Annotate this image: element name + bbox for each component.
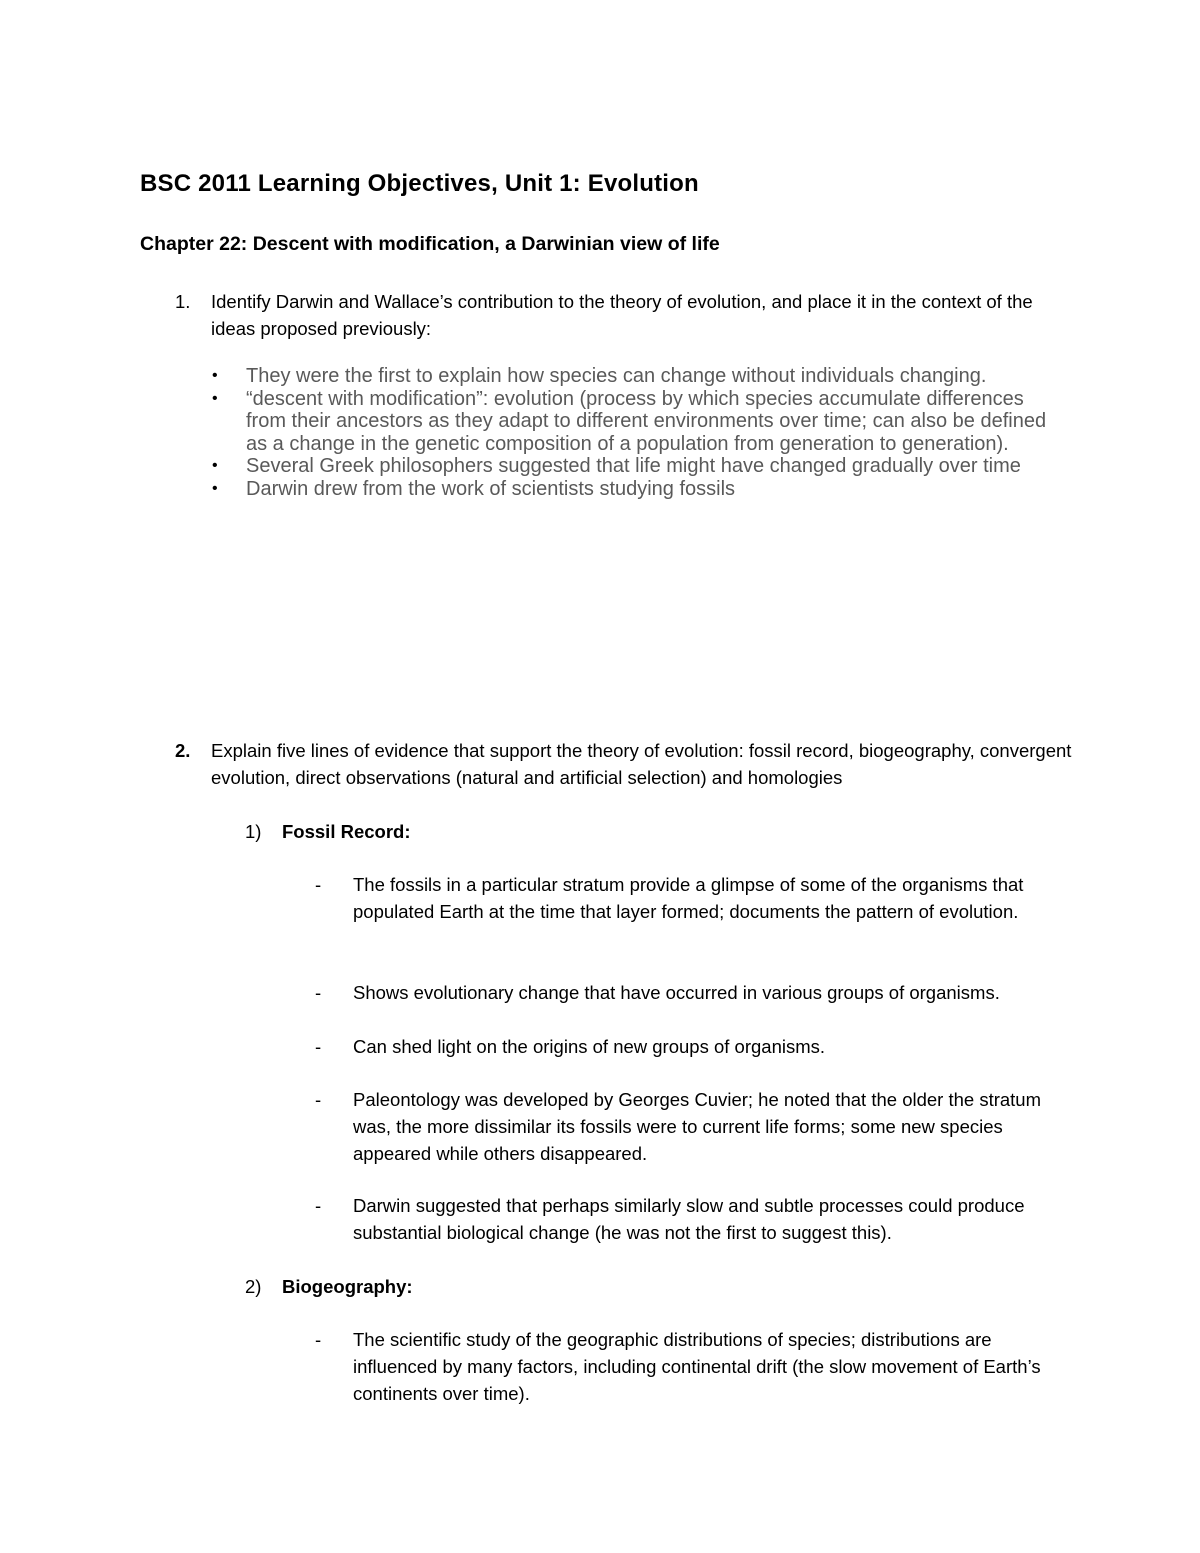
dash-icon: - xyxy=(315,1036,322,1057)
list-item-text: Several Greek philosophers suggested that life might have changed gradually over time xyxy=(246,455,1021,477)
section-fossil-record xyxy=(245,818,411,845)
list-item xyxy=(212,478,1062,501)
list-item-text: Darwin suggested that perhaps similarly slow and subtle processes could produce substantial biological change (he was not the first to suggest this). xyxy=(353,1195,1025,1243)
section-heading: Fossil Record: xyxy=(282,821,411,842)
section-number: 2) xyxy=(245,1276,262,1297)
bullet-icon: • xyxy=(212,479,218,497)
list-item-text: Can shed light on the origins of new groups of organisms. xyxy=(353,1036,826,1057)
objective-text: Identify Darwin and Wallace’s contribution to the theory of evolution, and place it in the context of the ideas proposed previously: xyxy=(211,291,1033,339)
objective-number: 1. xyxy=(175,291,191,312)
list-item xyxy=(212,455,1062,478)
bullet-icon: • xyxy=(212,389,218,407)
dash-icon: - xyxy=(315,982,322,1003)
list-item xyxy=(315,1086,1055,1167)
list-item xyxy=(315,1192,1055,1246)
objective-2 xyxy=(175,737,1075,791)
objective-text: Explain five lines of evidence that support the theory of evolution: fossil record, biogeography, convergent evolution, direct observations (natural and artificial selection) and homologies xyxy=(211,740,1072,788)
objective-1-answer-list xyxy=(212,365,1062,500)
chapter-heading: Chapter 22: Descent with modification, a Darwinian view of life xyxy=(140,233,720,255)
list-item xyxy=(315,1033,1055,1060)
list-item-text: The fossils in a particular stratum provide a glimpse of some of the organisms that populated Earth at the time that layer formed; documents the pattern of evolution. xyxy=(353,874,1024,922)
list-item-text: The scientific study of the geographic distributions of species; distributions are influenced by many factors, including continental drift (the slow movement of Earth’s continents over time). xyxy=(353,1329,1041,1404)
list-item-text: “descent with modification”: evolution (process by which species accumulate differences from their ancestors as they adapt to different environments over time; can also be defined as a change in the genetic composition of a population from generation to generation). xyxy=(246,387,1047,455)
list-item-text: Paleontology was developed by Georges Cuvier; he noted that the older the stratum was, the more dissimilar its fossils were to current life forms; some new species appeared while others disappeared. xyxy=(353,1089,1042,1164)
list-item xyxy=(212,365,1062,388)
dash-icon: - xyxy=(315,874,322,895)
document-title: BSC 2011 Learning Objectives, Unit 1: Evolution xyxy=(140,170,699,197)
list-item xyxy=(315,871,1055,925)
list-item xyxy=(212,388,1062,456)
dash-icon: - xyxy=(315,1195,322,1216)
bullet-icon: • xyxy=(212,457,218,474)
dash-icon: - xyxy=(315,1329,322,1350)
dash-icon: - xyxy=(315,1089,322,1110)
section-number: 1) xyxy=(245,821,262,842)
section-biogeography xyxy=(245,1273,413,1300)
list-item-text: Darwin drew from the work of scientists studying fossils xyxy=(246,477,736,500)
section-heading: Biogeography: xyxy=(282,1276,413,1297)
list-item-text: Shows evolutionary change that have occurred in various groups of organisms. xyxy=(353,982,1000,1003)
list-item xyxy=(315,1326,1055,1407)
bullet-icon: • xyxy=(212,367,218,384)
list-item xyxy=(315,979,1055,1006)
objective-number: 2. xyxy=(175,740,191,761)
list-item-text: They were the first to explain how species can change without individuals changing. xyxy=(246,365,987,387)
objective-1 xyxy=(175,288,1075,342)
